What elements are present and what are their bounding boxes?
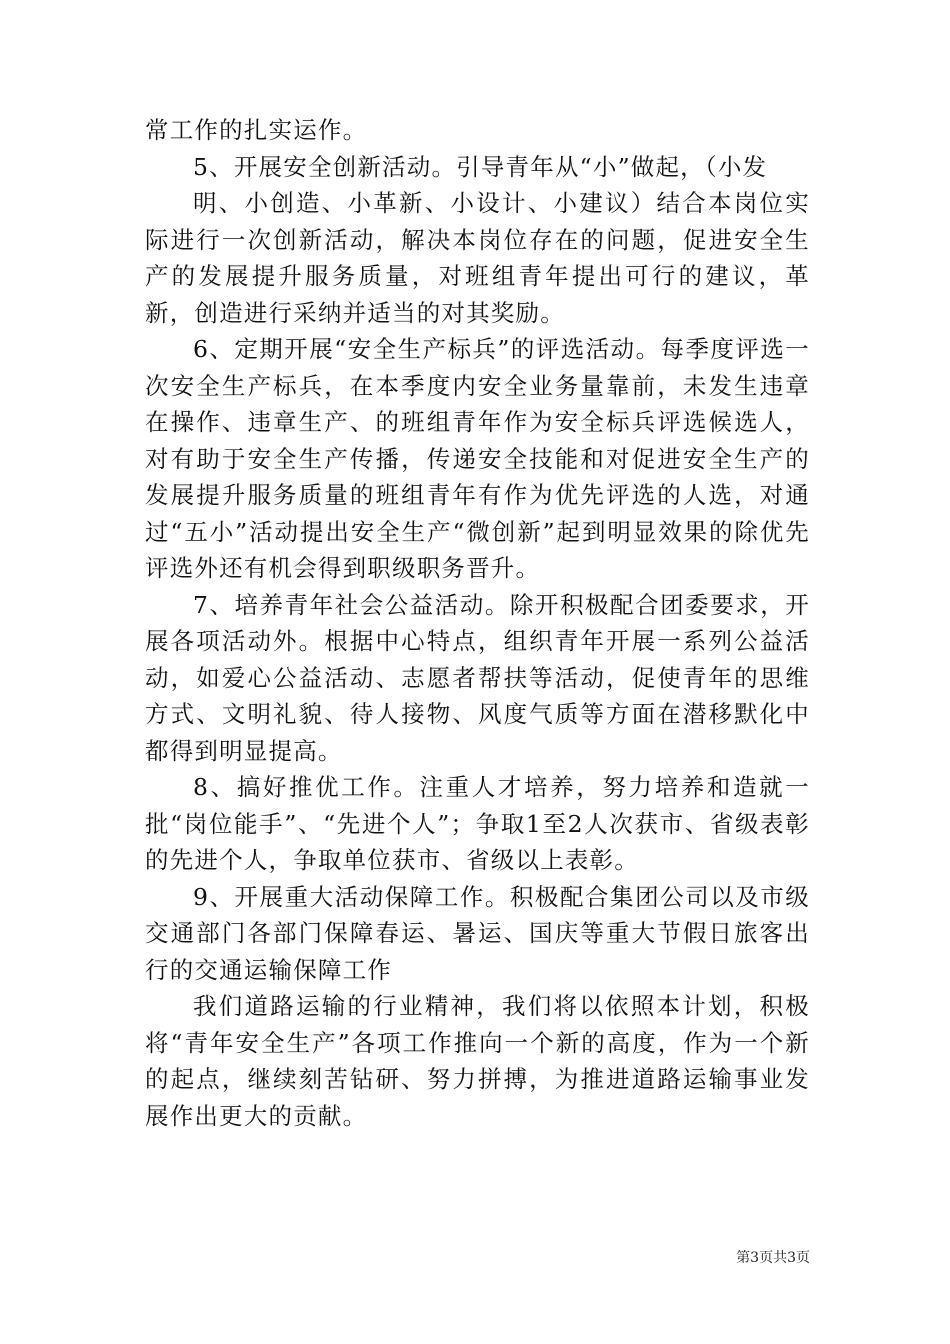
document-body: [145, 112, 810, 1134]
paragraph-item-5-body: 明、小创造、小革新、小设计、小建议）结合本岗位实际进行一次创新活动，解决本岗位存在的问题，促进安全生产的发展提升服务质量，对班组青年提出可行的建议，革新，创造进行采纳并适当的对其奖励。: [145, 189, 810, 327]
paragraph-continuation: 常工作的扎实运作。: [145, 116, 368, 144]
paragraph-item-6: 6、定期开展“安全生产标兵”的评选活动。每季度评选一次安全生产标兵，在本季度内安全业务量靠前，未发生违章在操作、违章生产、的班组青年作为安全标兵评选候选人，对有助于安全生产传播，传递安全技能和对促进安全生产的发展提升服务质量的班组青年有作为优先评选的人选，对通过“五小”活动提出安全生产“微创新”起到明显效果的除优先评选外还有机会得到职级职务晋升。: [145, 335, 810, 582]
paragraph-conclusion: 我们道路运输的行业精神，我们将以依照本计划，积极将“青年安全生产”各项工作推向一个新的高度，作为一个新的起点，继续刻苦钻研、努力拼搏，为推进道路运输事业发展作出更大的贡献。: [145, 992, 810, 1130]
page-number: 第3页共3页: [736, 1250, 810, 1266]
paragraph-item-8: 8、搞好推优工作。注重人才培养，努力培养和造就一批“岗位能手”、“先进个人”；争取1至2人次获市、省级表彰的先进个人，争取单位获市、省级以上表彰。: [145, 773, 810, 874]
paragraph-item-9: 9、开展重大活动保障工作。积极配合集团公司以及市级交通部门各部门保障春运、暑运、国庆等重大节假日旅客出行的交通运输保障工作: [145, 882, 810, 984]
paragraph-item-5-lead: 5、开展安全创新活动。引导青年从“小”做起，（小发: [193, 152, 768, 181]
paragraph-item-7: 7、培养青年社会公益活动。除开积极配合团委要求，开展各项活动外。根据中心特点，组织青年开展一系列公益活动，如爱心公益活动、志愿者帮扶等活动，促使青年的思维方式、文明礼貌、待人接物、风度气质等方面在潜移默化中都得到明显提高。: [145, 590, 810, 765]
